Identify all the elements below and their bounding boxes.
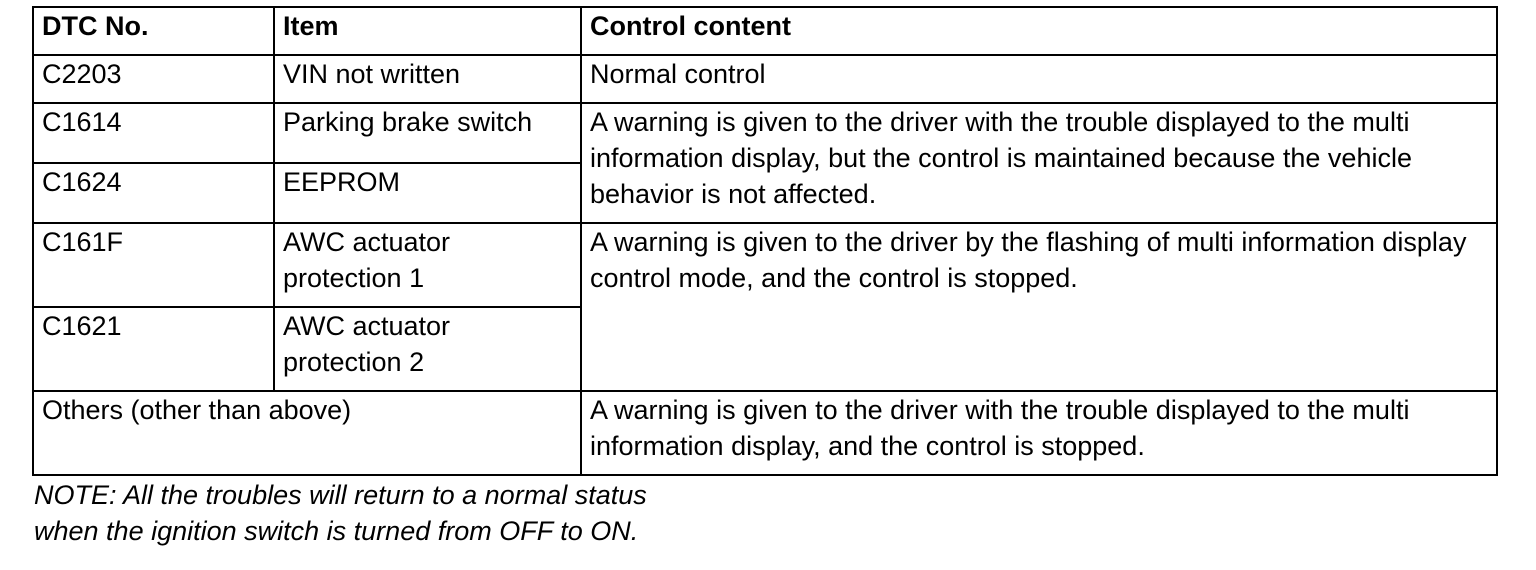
control-cell: A warning is given to the driver by the flashing of multi information display control mode, and the control is stopped. (581, 223, 1497, 391)
table-row (33, 391, 1497, 475)
item-cell: EEPROM (274, 163, 581, 223)
table-row (33, 55, 1497, 103)
table-row (33, 223, 1497, 307)
header-control-content: Control content (581, 7, 1497, 55)
header-item: Item (274, 7, 581, 55)
dtc-cell: C2203 (33, 55, 274, 103)
dtc-table (32, 6, 1498, 476)
item-cell: VIN not written (274, 55, 581, 103)
dtc-cell: C1621 (33, 307, 274, 391)
dtc-cell: C1624 (33, 163, 274, 223)
item-cell: AWC actuator protection 2 (274, 307, 581, 391)
note-line-1: NOTE: All the troubles will return to a normal status (34, 480, 647, 510)
item-cell: AWC actuator protection 1 (274, 223, 581, 307)
dtc-cell: C161F (33, 223, 274, 307)
note-text (34, 477, 647, 549)
header-dtc-no: DTC No. (33, 7, 274, 55)
table-row (33, 103, 1497, 163)
note-line-2: when the ignition switch is turned from OFF to ON. (34, 516, 639, 546)
control-cell: A warning is given to the driver with the trouble displayed to the multi information display, but the control is maintained because the vehicle behavior is not affected. (581, 103, 1497, 223)
item-cell: Parking brake switch (274, 103, 581, 163)
control-cell: A warning is given to the driver with the trouble displayed to the multi information display, and the control is stopped. (581, 391, 1497, 475)
control-cell: Normal control (581, 55, 1497, 103)
table-header-row (33, 7, 1497, 55)
dtc-cell: C1614 (33, 103, 274, 163)
others-cell: Others (other than above) (33, 391, 581, 475)
